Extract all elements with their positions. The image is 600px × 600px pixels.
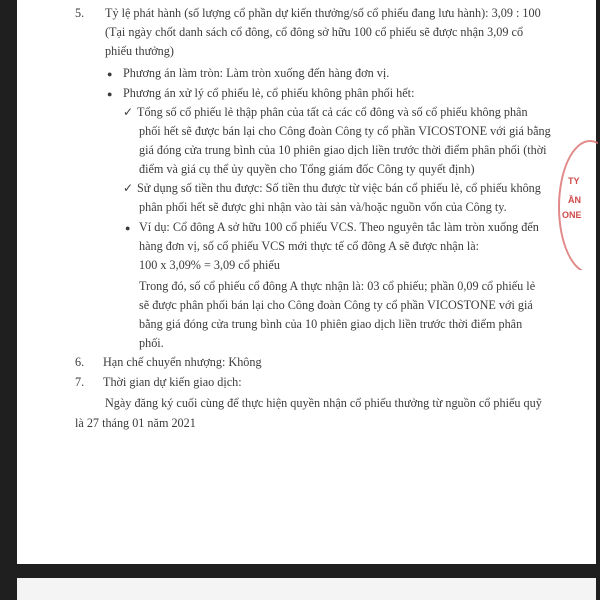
seal-text-1: TY <box>568 176 580 186</box>
check-1-line-3: giá đóng cửa trung bình của 10 phiên giao dịch liền trước thời điểm phân phối (thời <box>139 143 547 157</box>
check-2-line-2: phân phối hết sẽ được ghi nhận vào tài sản và/hoặc nguồn vốn của Công ty. <box>139 200 507 214</box>
example-line-6: bằng giá đóng cửa trung bình của 10 phiên giao dịch liền trước thời điểm phân <box>139 317 523 331</box>
bullet-icon: ● <box>107 69 113 79</box>
item-6-number: 6. <box>75 355 85 369</box>
seal-text-2: ẦN <box>568 195 581 205</box>
item-7-line-2: là 27 tháng 01 năm 2021 <box>75 416 196 430</box>
expected-trading-time: Thời gian dự kiến giao dịch: <box>103 375 242 389</box>
transfer-restriction: Hạn chế chuyển nhượng: Không <box>103 355 262 369</box>
example-line-5: sẽ được phân phối bán lại cho Công đoàn Công ty cổ phần VICOSTONE với giá <box>139 298 533 312</box>
seal-ring <box>558 140 598 270</box>
item-5-line-2: (Tại ngày chốt danh sách cổ đông, cổ đông sở hữu 100 cổ phiếu sẽ được nhận 3,09 cổ <box>105 25 524 39</box>
example-line-1: Ví dụ: Cổ đông A sở hữu 100 cổ phiếu VCS. Theo nguyên tắc làm tròn xuống đến <box>139 220 539 234</box>
check-1-line-2: phối hết sẽ được bán lại cho Công đoàn Công ty cổ phần VICOSTONE với giá bằng <box>139 124 551 138</box>
odd-shares-method: Phương án xử lý cổ phiếu lẻ, cổ phiếu không phân phối hết: <box>123 86 415 100</box>
document-page <box>17 0 596 564</box>
item-7-number: 7. <box>75 375 85 389</box>
example-line-3: 100 x 3,09% = 3,09 cổ phiếu <box>139 258 280 272</box>
item-5-number: 5. <box>75 6 85 20</box>
check-1-line-1: Tổng số cổ phiếu lẻ thập phân của tất cả các cổ đông và số cổ phiếu không phân <box>137 105 528 119</box>
bullet-icon: ● <box>125 223 131 233</box>
checkmark-icon: ✓ <box>123 105 134 119</box>
seal-text-3: ONE <box>562 210 582 220</box>
check-1-line-4: điểm và giá cụ thể ủy quyền cho Tổng giám đốc Công ty quyết định) <box>139 162 475 176</box>
example-line-4: Trong đó, số cổ phiếu cổ đông A thực nhận là: 03 cổ phiếu; phần 0,09 cổ phiếu lẻ <box>139 279 536 293</box>
example-line-7: phối. <box>139 336 164 350</box>
item-5-line-3: phiếu thưởng) <box>105 44 174 58</box>
company-seal <box>558 140 598 270</box>
item-5-line-1: Tỷ lệ phát hành (số lượng cổ phần dự kiến thưởng/số cổ phiếu đang lưu hành): 3,09 : 100 <box>105 6 541 20</box>
check-2-line-1: Sử dụng số tiền thu được: Số tiền thu được từ việc bán cổ phiếu lẻ, cổ phiếu không <box>137 181 541 195</box>
example-line-2: hàng đơn vị, số cổ phiếu VCS mới thực tế cổ đông A sẽ được nhận là: <box>139 239 480 253</box>
checkmark-icon: ✓ <box>123 181 134 195</box>
item-7-line-1: Ngày đăng ký cuối cùng để thực hiện quyền nhận cổ phiếu thưởng từ nguồn cổ phiếu quỹ <box>105 396 542 410</box>
bullet-icon: ● <box>107 89 113 99</box>
rounding-method: Phương án làm tròn: Làm tròn xuống đến hàng đơn vị. <box>123 66 390 80</box>
next-page-edge <box>17 578 596 600</box>
